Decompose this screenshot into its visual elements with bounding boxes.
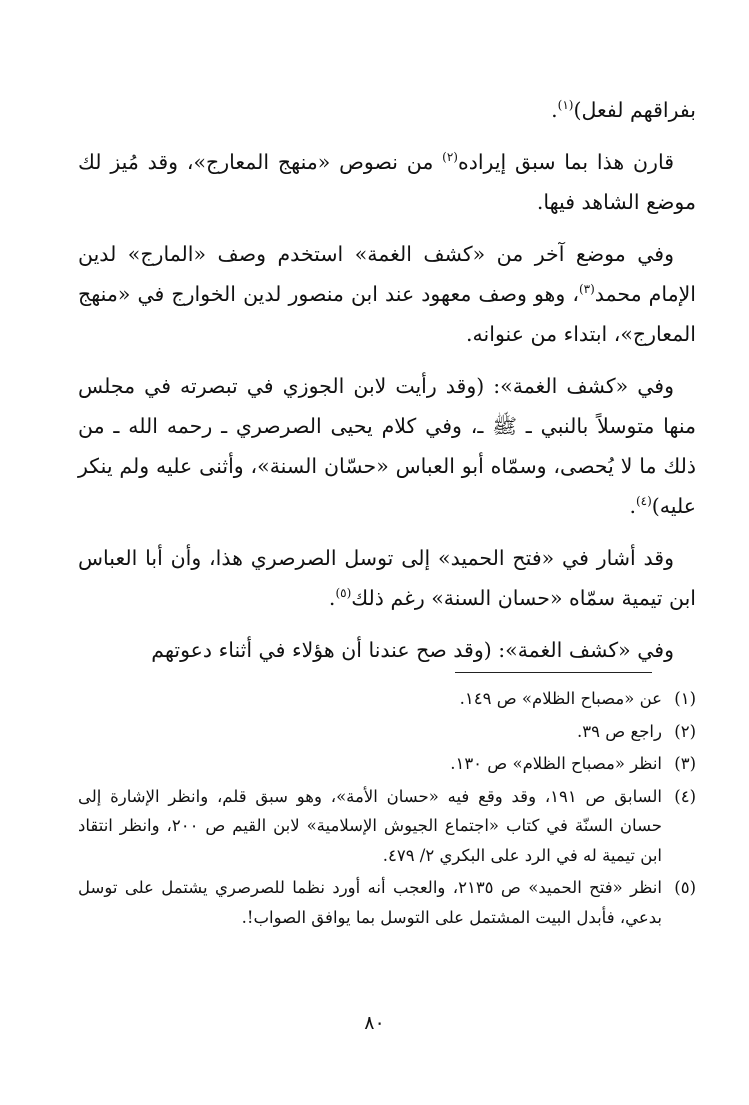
- footnote-number: (٤): [674, 786, 696, 806]
- footnote-number: (٢): [674, 721, 696, 741]
- paragraph-1: [78, 90, 696, 130]
- paragraph-text: قارن هذا بما سبق إيراده: [457, 150, 674, 174]
- footnote-4: [78, 782, 696, 871]
- paragraph-tail: .: [328, 586, 336, 610]
- footnote-ref-2: (٢): [442, 150, 458, 165]
- footnote-number: (٥): [674, 878, 696, 897]
- paragraph-2: [78, 142, 696, 222]
- paragraph-tail: .: [629, 494, 636, 518]
- footnote-number: (١): [674, 689, 696, 708]
- main-text: [78, 90, 696, 682]
- paragraph-text: وفي «كشف الغمة»: (وقد رأيت لابن الجوزي في تبصرته في مجلس منها متوسلاً بالنبي ـ ﷺ ـ، وفي كلام يحيى الصرصري ـ رحمه الله ـ من ذلك ما لا يُحصى، وسمّاه أبو العباس «حسّان السنة»، وأثنى عليه ولم ينكر عليه): [78, 374, 696, 518]
- footnote-text: انظر «مصباح الظلام» ص ١٣٠.: [450, 754, 662, 773]
- footnote-text: عن «مصباح الظلام» ص ١٤٩.: [459, 689, 662, 708]
- paragraph-4: [78, 366, 696, 526]
- paragraph-text: وفي موضع آخر من «كشف الغمة» استخدم وصف «المارج» لدين الإمام محمد: [78, 242, 696, 306]
- paragraph-tail: .: [551, 98, 558, 122]
- footnote-text: انظر «فتح الحميد» ص ٢١٣٥، والعجب أنه أورد نظما للصرصري يشتمل على توسل بدعي، فأبدل البيت المشتمل على التوسل بما يوافق الصواب!.: [78, 878, 662, 927]
- footnote-text: راجع ص ٣٩.: [577, 721, 662, 741]
- paragraph-tail: ، وهو وصف معهود عند ابن منصور لدين الخوارج في «منهج المعارج»، ابتداء من عنوانه.: [78, 282, 696, 346]
- footnote-ref-4: (٤): [635, 494, 652, 509]
- paragraph-tail: من نصوص «منهج المعارج»، وقد مُيز لك موضع الشاهد فيها.: [78, 150, 696, 214]
- footnote-separator: [455, 672, 652, 673]
- paragraph-6: [78, 630, 696, 670]
- footnotes: [78, 684, 696, 935]
- footnote-1: [78, 684, 696, 714]
- footnote-2: [78, 717, 696, 747]
- page-number: ٨٠: [364, 1012, 385, 1034]
- footnote-text: السابق ص ١٩١، وقد وقع فيه «حسان الأمة»، وهو سبق قلم، وانظر الإشارة إلى حسان السنّة في كتاب «اجتماع الجيوش الإسلامية» لابن القيم ص ٢٠٠، وانظر انتقاد ابن تيمية له في الرد على البكري ٢/ ٤٧٩.: [78, 786, 662, 865]
- footnote-ref-1: (١): [557, 98, 574, 113]
- paragraph-5: [78, 538, 696, 618]
- paragraph-text: وقد أشار في «فتح الحميد» إلى توسل الصرصري هذا، وأن أبا العباس ابن تيمية سمّاه «حسان السنة» رغم ذلك: [78, 546, 696, 610]
- footnote-5: [78, 873, 696, 932]
- footnote-ref-5: (٥): [335, 586, 352, 601]
- footnote-3: [78, 749, 696, 779]
- footnote-ref-3: (٣): [578, 282, 595, 297]
- paragraph-text: وفي «كشف الغمة»: (وقد صح عندنا أن هؤلاء في أثناء دعوتهم: [151, 638, 674, 662]
- paragraph-3: [78, 234, 696, 354]
- paragraph-text: بفراقهم لفعل): [573, 98, 696, 122]
- footnote-number: (٣): [674, 754, 696, 773]
